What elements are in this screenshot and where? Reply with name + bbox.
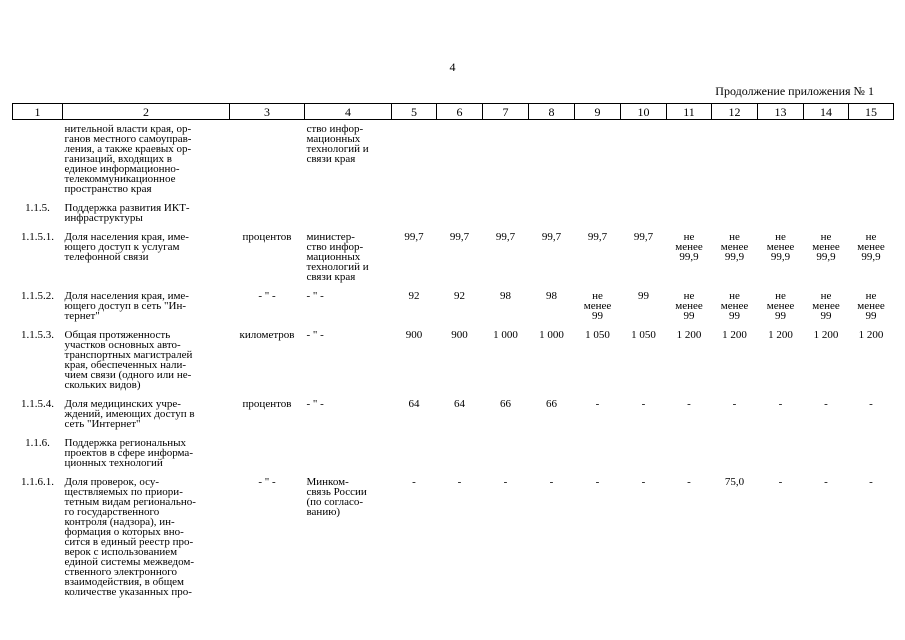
row-value: 92 — [454, 290, 465, 302]
row-value — [712, 120, 758, 200]
row-unit: процентов — [242, 398, 292, 410]
row-value — [621, 434, 667, 473]
row-code: 1.1.5.2. — [21, 290, 54, 302]
row-unit: километров — [239, 329, 295, 341]
header-row — [13, 104, 894, 120]
row-executor: Минком- связь России (по согласо- ванию) — [306, 476, 367, 518]
row-code — [13, 120, 63, 200]
row-name: Доля медицинских учре- ждений, имеющих доступ в сеть "Интернет" — [64, 398, 195, 430]
column-header: 3 — [230, 104, 305, 120]
column-header: 1 — [13, 104, 63, 120]
row-unit: - " - — [258, 290, 276, 302]
row-value: 900 — [405, 329, 423, 341]
row-value: - — [687, 398, 691, 410]
row-name: нительной власти края, ор- ганов местного самоуправ- ления, а также краевых ор- ганизаций, входящих в единое информационно- телекоммуникационное пространство края — [64, 123, 192, 195]
row-value: 99,7 — [633, 231, 654, 243]
row-value: - — [778, 476, 783, 488]
column-header: 13 — [758, 104, 804, 120]
table-row — [13, 473, 894, 602]
row-value: - — [549, 476, 554, 488]
row-unit — [230, 434, 305, 473]
row-value: 92 — [408, 290, 420, 302]
row-name: Доля проверок, осу- ществляемых по приори- тетным видам регионально- го государственного контроля (надзора), ин- формация о которых вно- сится в единый реестр про- верок с использованием единой системы межведом- ственного электронного взаимодействия, в общем количестве указанных про- — [64, 476, 196, 598]
table-body — [13, 120, 894, 603]
row-value: - — [732, 398, 737, 410]
row-value: не менее 99,9 — [675, 231, 703, 263]
row-value: 66 — [546, 398, 557, 410]
row-value — [392, 199, 437, 228]
row-value: 99 — [638, 290, 649, 302]
row-name: Доля населения края, име- ющего доступ в сеть "Ин- тернет" — [64, 290, 189, 322]
row-value: не менее 99,9 — [857, 231, 885, 263]
row-value: не менее 99 — [675, 290, 703, 322]
row-value: 900 — [451, 329, 468, 341]
row-value: - — [412, 476, 416, 488]
row-value — [849, 199, 894, 228]
row-executor — [305, 434, 392, 473]
row-value — [667, 434, 712, 473]
row-value: - — [641, 476, 646, 488]
column-header: 10 — [621, 104, 667, 120]
row-executor: - " - — [306, 329, 324, 341]
row-unit — [230, 120, 305, 200]
table-row — [13, 395, 894, 434]
row-value: 99,7 — [404, 231, 424, 243]
row-value — [804, 434, 849, 473]
column-header: 11 — [667, 104, 712, 120]
column-header: 15 — [849, 104, 894, 120]
row-value — [849, 120, 894, 200]
row-executor: министер- ство инфор- мационных технологий и связи края — [306, 231, 369, 283]
row-value: не менее 99,9 — [766, 231, 795, 263]
row-value — [667, 120, 712, 200]
row-value: - — [778, 398, 783, 410]
row-name: Поддержка региональных проектов в сфере информа- ционных технологий — [64, 437, 193, 469]
row-value: - — [457, 476, 462, 488]
column-header: 7 — [483, 104, 529, 120]
row-code: 1.1.5.1. — [21, 231, 54, 243]
row-value: 1 050 — [631, 329, 656, 341]
row-value: - — [824, 398, 828, 410]
column-header: 4 — [305, 104, 392, 120]
row-code: 1.1.5. — [25, 202, 50, 214]
row-value — [758, 120, 804, 200]
row-value: - — [824, 476, 828, 488]
row-value: 1 200 — [722, 329, 747, 341]
row-code: 1.1.6. — [25, 437, 50, 449]
row-value: 99,7 — [449, 231, 470, 243]
row-value: 64 — [408, 398, 420, 410]
row-value — [575, 434, 621, 473]
row-value: 1 200 — [768, 329, 793, 341]
row-executor: - " - — [306, 290, 324, 302]
row-value: не менее 99,9 — [812, 231, 840, 263]
page-number: 4 — [449, 60, 456, 74]
row-name: Общая протяженность участков основных авто- транспортных магистралей края, обеспеченных нали- чием связи (одного или не- скольких видов) — [64, 329, 193, 391]
row-executor: - " - — [306, 398, 324, 410]
row-value — [712, 434, 758, 473]
row-value — [483, 120, 529, 200]
row-value: 99,7 — [587, 231, 608, 243]
row-code: 1.1.5.4. — [21, 398, 54, 410]
row-value — [575, 199, 621, 228]
column-header: 14 — [804, 104, 849, 120]
row-value: 1 200 — [813, 329, 839, 341]
table-row — [13, 228, 894, 287]
row-value — [804, 199, 849, 228]
row-name: Поддержка развития ИКТ- инфраструктуры — [64, 202, 190, 224]
row-value — [437, 120, 483, 200]
row-name: Доля населения края, име- ющего доступ к услугам телефонной связи — [64, 231, 189, 263]
row-value: 1 050 — [585, 329, 610, 341]
row-value: 75,0 — [724, 476, 745, 488]
row-value: 1 200 — [676, 329, 702, 341]
table-row — [13, 434, 894, 473]
column-header: 9 — [575, 104, 621, 120]
continuation-label: Продолжение приложения № 1 — [715, 84, 874, 98]
row-value: не менее 99 — [583, 290, 612, 322]
column-header: 8 — [529, 104, 575, 120]
row-value: 98 — [546, 290, 557, 302]
row-value — [529, 434, 575, 473]
table-row — [13, 199, 894, 228]
row-value: - — [687, 476, 691, 488]
row-value: не менее 99 — [812, 290, 840, 322]
row-value — [849, 434, 894, 473]
column-header: 5 — [392, 104, 437, 120]
row-unit: - " - — [258, 476, 276, 488]
row-unit: процентов — [242, 231, 292, 243]
row-value: - — [595, 476, 600, 488]
row-value — [483, 199, 529, 228]
row-value — [712, 199, 758, 228]
row-value: - — [869, 476, 873, 488]
row-value: - — [641, 398, 646, 410]
row-value — [758, 199, 804, 228]
table-row — [13, 120, 894, 200]
row-value — [437, 199, 483, 228]
row-executor — [305, 199, 392, 228]
row-value — [575, 120, 621, 200]
table-row — [13, 326, 894, 395]
row-value: 99,7 — [541, 231, 562, 243]
row-value: - — [595, 398, 600, 410]
column-header: 6 — [437, 104, 483, 120]
row-value: 1 000 — [493, 329, 518, 341]
row-value: не менее 99,9 — [720, 231, 749, 263]
indicators-table — [12, 103, 894, 602]
row-value — [667, 199, 712, 228]
row-value — [392, 434, 437, 473]
row-value: - — [503, 476, 508, 488]
column-header: 2 — [63, 104, 230, 120]
row-code: 1.1.6.1. — [21, 476, 54, 488]
row-value — [529, 199, 575, 228]
row-value: 99,7 — [495, 231, 516, 243]
row-value — [621, 199, 667, 228]
row-value — [483, 434, 529, 473]
column-header: 12 — [712, 104, 758, 120]
row-value: - — [869, 398, 873, 410]
row-value — [437, 434, 483, 473]
row-value: не менее 99 — [766, 290, 795, 322]
row-executor: ство инфор- мационных технологий и связи края — [306, 123, 369, 165]
row-unit — [230, 199, 305, 228]
row-value: 1 000 — [539, 329, 564, 341]
row-value: 66 — [500, 398, 511, 410]
row-value — [529, 120, 575, 200]
row-value: не менее 99 — [857, 290, 885, 322]
row-value — [392, 120, 437, 200]
row-value — [621, 120, 667, 200]
row-value — [804, 120, 849, 200]
row-value: 64 — [454, 398, 465, 410]
table-row — [13, 287, 894, 326]
row-value: не менее 99 — [720, 290, 749, 322]
row-value — [758, 434, 804, 473]
row-value: 1 200 — [858, 329, 884, 341]
row-value: 98 — [500, 290, 511, 302]
row-code: 1.1.5.3. — [21, 329, 54, 341]
